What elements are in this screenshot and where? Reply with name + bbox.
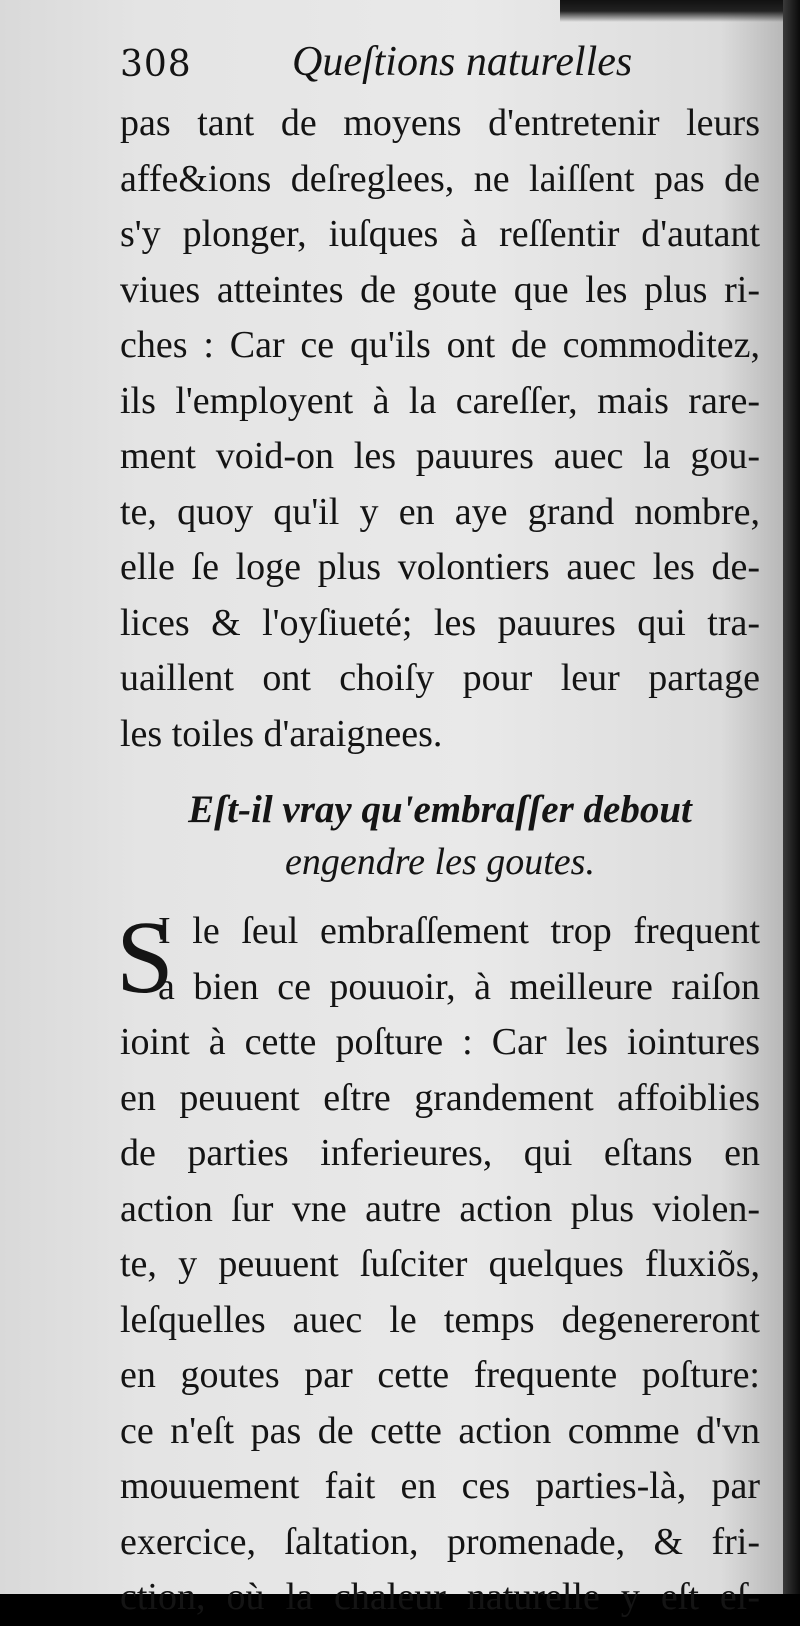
text-line: te, quoy qu'il y en aye grand nombre, — [120, 490, 760, 533]
text-block — [116, 34, 760, 1626]
text-line: en peuuent eſtre grandement affoiblies — [120, 1076, 760, 1119]
text-line: viues atteintes de goute que les plus ri- — [120, 268, 760, 311]
text-line: affe&ions deſreglees, ne laiſſent pas de — [120, 157, 760, 200]
book-spine-shadow — [783, 0, 800, 1594]
text-line: leſquelles auec le temps degenereront — [120, 1298, 760, 1341]
section-heading-line-2: engendre les goutes. — [285, 841, 595, 883]
drop-cap: S — [116, 900, 174, 1015]
text-line: mouuement fait en ces parties-là, par — [120, 1465, 760, 1507]
text-line: s'y plonger, iuſques à reſſentir d'autant — [120, 213, 760, 255]
text-line: te, y peuuent ſuſciter quelques fluxiõs, — [120, 1243, 760, 1285]
text-line: ches : Car ce qu'ils ont de commoditez, — [120, 324, 760, 366]
text-line: ment void-on les pauures auec la gou- — [120, 435, 760, 477]
page-number: 308 — [120, 44, 192, 85]
text-line: ction, où la chaleur naturelle y eſt eſ- — [120, 1576, 760, 1618]
text-line: de parties inferieures, qui eſtans en — [120, 1132, 760, 1174]
paragraph-2 — [116, 900, 760, 1626]
section-heading — [120, 784, 760, 888]
text-line-content: I le ſeul embraſſement trop frequent — [158, 910, 760, 952]
text-line: ioint à cette poſture : Car les iointures — [120, 1021, 760, 1063]
running-head — [120, 34, 760, 96]
text-line: en goutes par cette frequente poſture: — [120, 1354, 760, 1396]
text-line: exercice, ſaltation, promenade, & fri- — [120, 1520, 760, 1563]
text-line: ils l'employent à la careſſer, mais rare- — [120, 379, 760, 422]
running-title: Queſtions naturelles — [292, 39, 633, 85]
text-line: pas tant de moyens d'entretenir leurs — [120, 102, 760, 144]
text-line: elle ſe loge plus volontiers auec les de- — [120, 546, 760, 588]
text-line: a bien ce pouuoir, à meilleure raiſon — [158, 965, 760, 1008]
text-line: les toiles d'araignees. — [120, 712, 443, 755]
text-line: lices & l'oyſiueté; les pauures qui tra- — [120, 601, 760, 644]
text-line: action ſur vne autre action plus violen- — [120, 1187, 760, 1230]
section-heading-line-1: Eſt-il vray qu'embraſſer debout — [188, 788, 692, 831]
page-top-shadow — [560, 0, 800, 22]
paragraph-1 — [120, 96, 760, 762]
text-line: ce n'eſt pas de cette action comme d'vn — [120, 1409, 760, 1452]
text-line: uaillent ont choiſy pour leur partage — [120, 657, 760, 699]
